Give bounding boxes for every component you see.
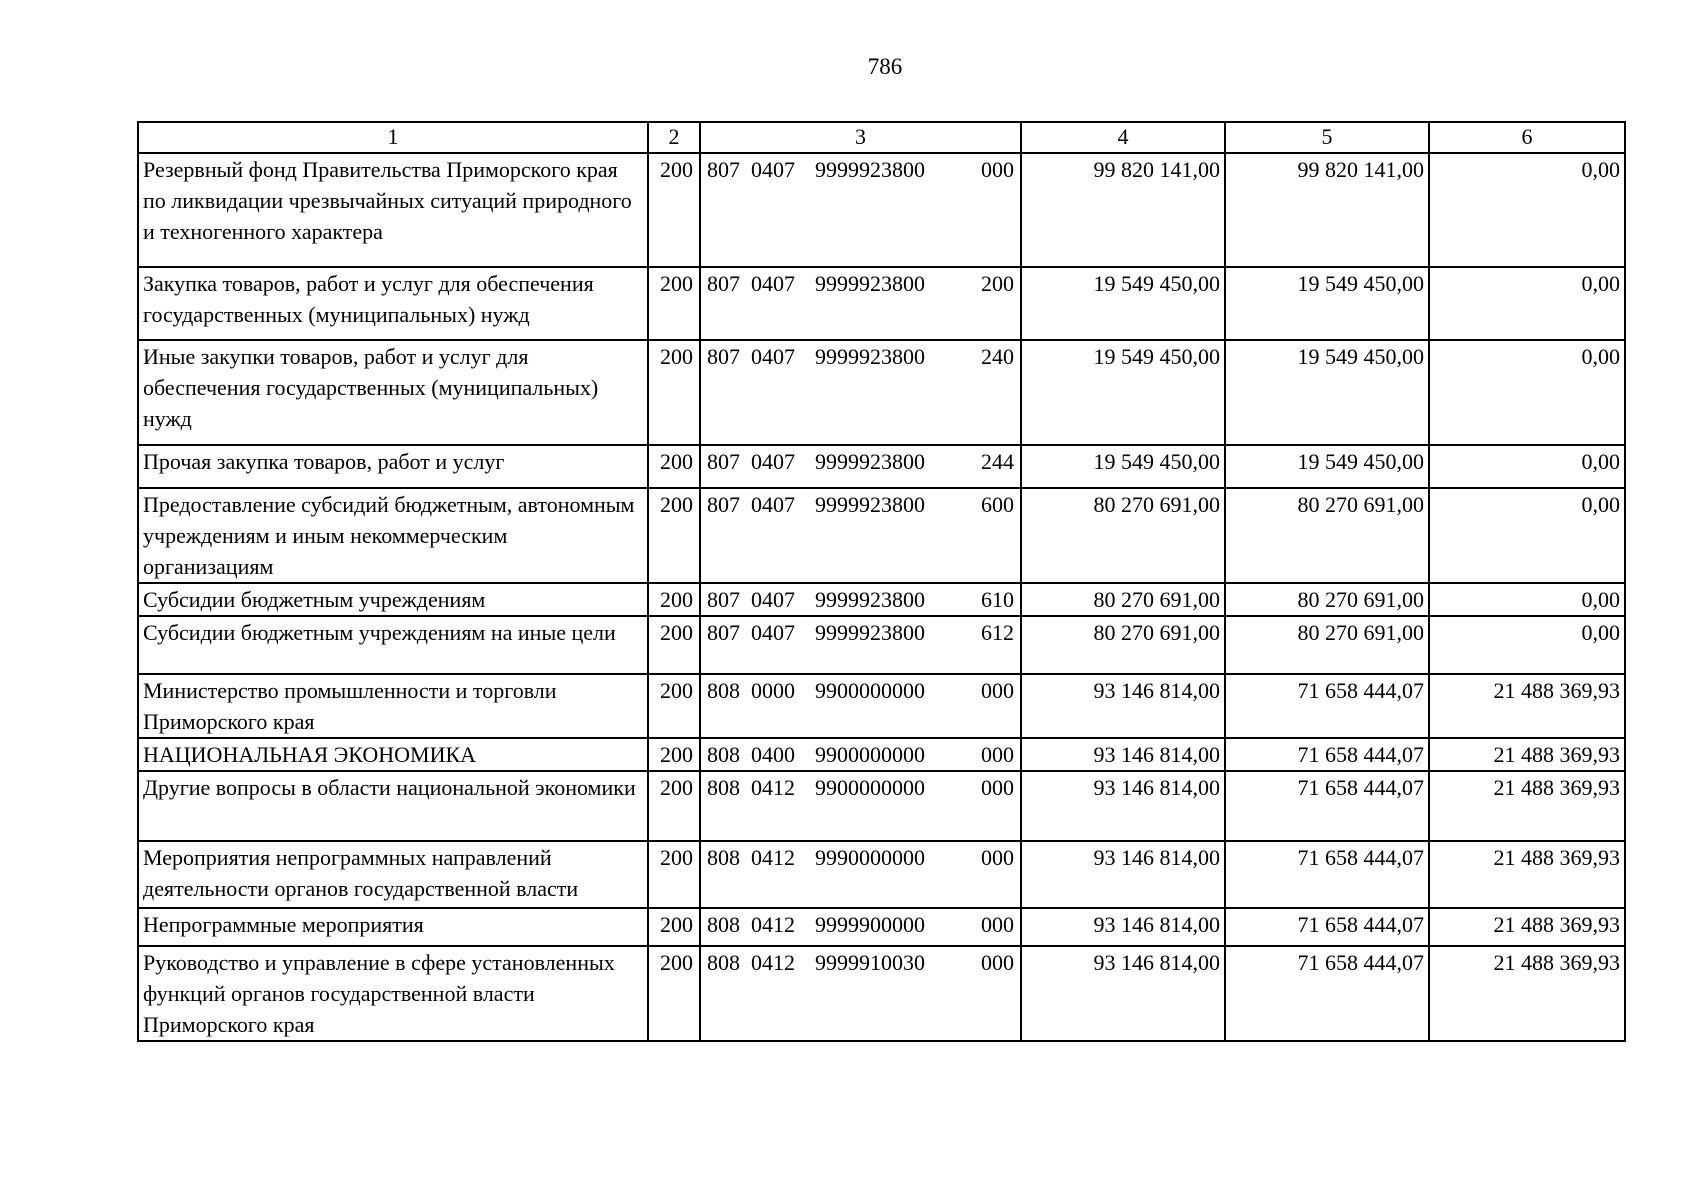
row-approved-amount: 93 146 814,00: [1021, 738, 1225, 771]
row-approved-amount: 93 146 814,00: [1021, 946, 1225, 1041]
row-remainder-amount: 21 488 369,93: [1429, 908, 1625, 946]
row-classification-codes: [700, 583, 1021, 616]
row-classification-codes: [700, 908, 1021, 946]
section-code: 0407: [751, 620, 795, 645]
target-article-code: 9999923800: [815, 492, 925, 517]
expense-type-code: 600: [981, 492, 1014, 517]
table-row: [138, 946, 1625, 1041]
table-row: [138, 674, 1625, 738]
expense-type-code: 244: [981, 449, 1014, 474]
row-remainder-amount: 21 488 369,93: [1429, 674, 1625, 738]
expense-type-code: 000: [981, 845, 1014, 870]
dept-code: 808: [707, 912, 740, 937]
section-code: 0407: [751, 157, 795, 182]
row-approved-amount: 93 146 814,00: [1021, 841, 1225, 908]
row-executed-amount: 19 549 450,00: [1225, 445, 1429, 488]
row-remainder-amount: 0,00: [1429, 445, 1625, 488]
target-article-code: 9999923800: [815, 271, 925, 296]
target-article-code: 9999923800: [815, 157, 925, 182]
row-classification-codes: [700, 946, 1021, 1041]
dept-code: 807: [707, 620, 740, 645]
target-article-code: 9999923800: [815, 620, 925, 645]
row-approved-amount: 80 270 691,00: [1021, 583, 1225, 616]
row-approved-amount: 80 270 691,00: [1021, 616, 1225, 674]
row-remainder-amount: 21 488 369,93: [1429, 946, 1625, 1041]
row-name: Предоставление субсидий бюджетным, автономным учреждениям и иным некоммерческим организациям: [138, 488, 648, 583]
expense-type-code: 000: [981, 950, 1014, 975]
expense-type-code: 000: [981, 912, 1014, 937]
table-row: [138, 908, 1625, 946]
expense-type-code: 000: [981, 678, 1014, 703]
section-code: 0000: [751, 678, 795, 703]
row-name: Субсидии бюджетным учреждениям: [138, 583, 648, 616]
header-cell: 1: [138, 122, 648, 153]
row-executed-amount: 80 270 691,00: [1225, 583, 1429, 616]
row-executed-amount: 71 658 444,07: [1225, 738, 1429, 771]
expense-type-code: 000: [981, 157, 1014, 182]
row-code: 200: [648, 340, 700, 445]
table-row: [138, 583, 1625, 616]
expense-type-code: 200: [981, 271, 1014, 296]
row-name: Непрограммные мероприятия: [138, 908, 648, 946]
header-cell: 6: [1429, 122, 1625, 153]
table-row: [138, 340, 1625, 445]
table-row: [138, 841, 1625, 908]
target-article-code: 9999923800: [815, 449, 925, 474]
row-classification-codes: [700, 738, 1021, 771]
row-name: Иные закупки товаров, работ и услуг для обеспечения государственных (муниципальных) нужд: [138, 340, 648, 445]
row-code: 200: [648, 445, 700, 488]
row-executed-amount: 71 658 444,07: [1225, 841, 1429, 908]
row-classification-codes: [700, 445, 1021, 488]
target-article-code: 9999923800: [815, 344, 925, 369]
dept-code: 808: [707, 775, 740, 800]
dept-code: 807: [707, 449, 740, 474]
table-row: [138, 616, 1625, 674]
target-article-code: 9900000000: [815, 742, 925, 767]
row-remainder-amount: 0,00: [1429, 616, 1625, 674]
section-code: 0412: [751, 845, 795, 870]
section-code: 0407: [751, 587, 795, 612]
row-remainder-amount: 0,00: [1429, 267, 1625, 340]
row-code: 200: [648, 674, 700, 738]
row-code: 200: [648, 488, 700, 583]
row-executed-amount: 71 658 444,07: [1225, 946, 1429, 1041]
dept-code: 807: [707, 492, 740, 517]
row-classification-codes: [700, 674, 1021, 738]
row-name: Закупка товаров, работ и услуг для обеспечения государственных (муниципальных) нужд: [138, 267, 648, 340]
row-executed-amount: 71 658 444,07: [1225, 908, 1429, 946]
section-code: 0407: [751, 344, 795, 369]
table-row: [138, 771, 1625, 841]
row-remainder-amount: 0,00: [1429, 583, 1625, 616]
target-article-code: 9999900000: [815, 912, 925, 937]
row-name: Резервный фонд Правительства Приморского края по ликвидации чрезвычайных ситуаций природного и техногенного характера: [138, 153, 648, 267]
row-classification-codes: [700, 488, 1021, 583]
row-executed-amount: 19 549 450,00: [1225, 340, 1429, 445]
dept-code: 807: [707, 271, 740, 296]
row-executed-amount: 80 270 691,00: [1225, 616, 1429, 674]
dept-code: 808: [707, 742, 740, 767]
section-code: 0407: [751, 449, 795, 474]
header-cell: 2: [648, 122, 700, 153]
row-code: 200: [648, 946, 700, 1041]
row-executed-amount: 80 270 691,00: [1225, 488, 1429, 583]
table-row: [138, 738, 1625, 771]
table-row: [138, 488, 1625, 583]
row-approved-amount: 19 549 450,00: [1021, 445, 1225, 488]
budget-table: [137, 121, 1626, 1042]
row-name: НАЦИОНАЛЬНАЯ ЭКОНОМИКА: [138, 738, 648, 771]
dept-code: 807: [707, 157, 740, 182]
target-article-code: 9990000000: [815, 845, 925, 870]
row-remainder-amount: 0,00: [1429, 488, 1625, 583]
section-code: 0407: [751, 492, 795, 517]
table-header-row: [138, 122, 1625, 153]
section-code: 0412: [751, 950, 795, 975]
row-name: Другие вопросы в области национальной экономики: [138, 771, 648, 841]
row-approved-amount: 80 270 691,00: [1021, 488, 1225, 583]
row-executed-amount: 71 658 444,07: [1225, 771, 1429, 841]
row-classification-codes: [700, 616, 1021, 674]
header-cell: 4: [1021, 122, 1225, 153]
row-name: Министерство промышленности и торговли Приморского края: [138, 674, 648, 738]
page-number: 786: [867, 54, 903, 79]
row-name: Руководство и управление в сфере установленных функций органов государственной власти Приморского края: [138, 946, 648, 1041]
header-cell: 3: [700, 122, 1021, 153]
expense-type-code: 000: [981, 775, 1014, 800]
header-cell: 5: [1225, 122, 1429, 153]
row-remainder-amount: 21 488 369,93: [1429, 771, 1625, 841]
row-classification-codes: [700, 267, 1021, 340]
row-code: 200: [648, 153, 700, 267]
dept-code: 807: [707, 344, 740, 369]
expense-type-code: 240: [981, 344, 1014, 369]
row-code: 200: [648, 771, 700, 841]
section-code: 0400: [751, 742, 795, 767]
section-code: 0412: [751, 912, 795, 937]
row-remainder-amount: 0,00: [1429, 153, 1625, 267]
row-name: Субсидии бюджетным учреждениям на иные цели: [138, 616, 648, 674]
row-executed-amount: 19 549 450,00: [1225, 267, 1429, 340]
dept-code: 808: [707, 950, 740, 975]
row-remainder-amount: 21 488 369,93: [1429, 738, 1625, 771]
row-code: 200: [648, 908, 700, 946]
row-remainder-amount: 0,00: [1429, 340, 1625, 445]
row-classification-codes: [700, 340, 1021, 445]
dept-code: 807: [707, 587, 740, 612]
row-approved-amount: 19 549 450,00: [1021, 340, 1225, 445]
row-approved-amount: 93 146 814,00: [1021, 908, 1225, 946]
row-remainder-amount: 21 488 369,93: [1429, 841, 1625, 908]
row-approved-amount: 19 549 450,00: [1021, 267, 1225, 340]
row-code: 200: [648, 616, 700, 674]
row-code: 200: [648, 738, 700, 771]
table-row: [138, 445, 1625, 488]
target-article-code: 9999923800: [815, 587, 925, 612]
row-executed-amount: 71 658 444,07: [1225, 674, 1429, 738]
expense-type-code: 612: [981, 620, 1014, 645]
row-code: 200: [648, 267, 700, 340]
row-approved-amount: 93 146 814,00: [1021, 771, 1225, 841]
dept-code: 808: [707, 678, 740, 703]
row-classification-codes: [700, 841, 1021, 908]
target-article-code: 9900000000: [815, 775, 925, 800]
dept-code: 808: [707, 845, 740, 870]
row-executed-amount: 99 820 141,00: [1225, 153, 1429, 267]
section-code: 0407: [751, 271, 795, 296]
row-approved-amount: 99 820 141,00: [1021, 153, 1225, 267]
row-approved-amount: 93 146 814,00: [1021, 674, 1225, 738]
section-code: 0412: [751, 775, 795, 800]
table-row: [138, 153, 1625, 267]
row-code: 200: [648, 583, 700, 616]
target-article-code: 9999910030: [815, 950, 925, 975]
row-classification-codes: [700, 153, 1021, 267]
expense-type-code: 000: [981, 742, 1014, 767]
table-body: [138, 122, 1625, 1041]
row-name: Мероприятия непрограммных направлений деятельности органов государственной власти: [138, 841, 648, 908]
row-classification-codes: [700, 771, 1021, 841]
row-code: 200: [648, 841, 700, 908]
table-row: [138, 267, 1625, 340]
target-article-code: 9900000000: [815, 678, 925, 703]
expense-type-code: 610: [981, 587, 1014, 612]
row-name: Прочая закупка товаров, работ и услуг: [138, 445, 648, 488]
